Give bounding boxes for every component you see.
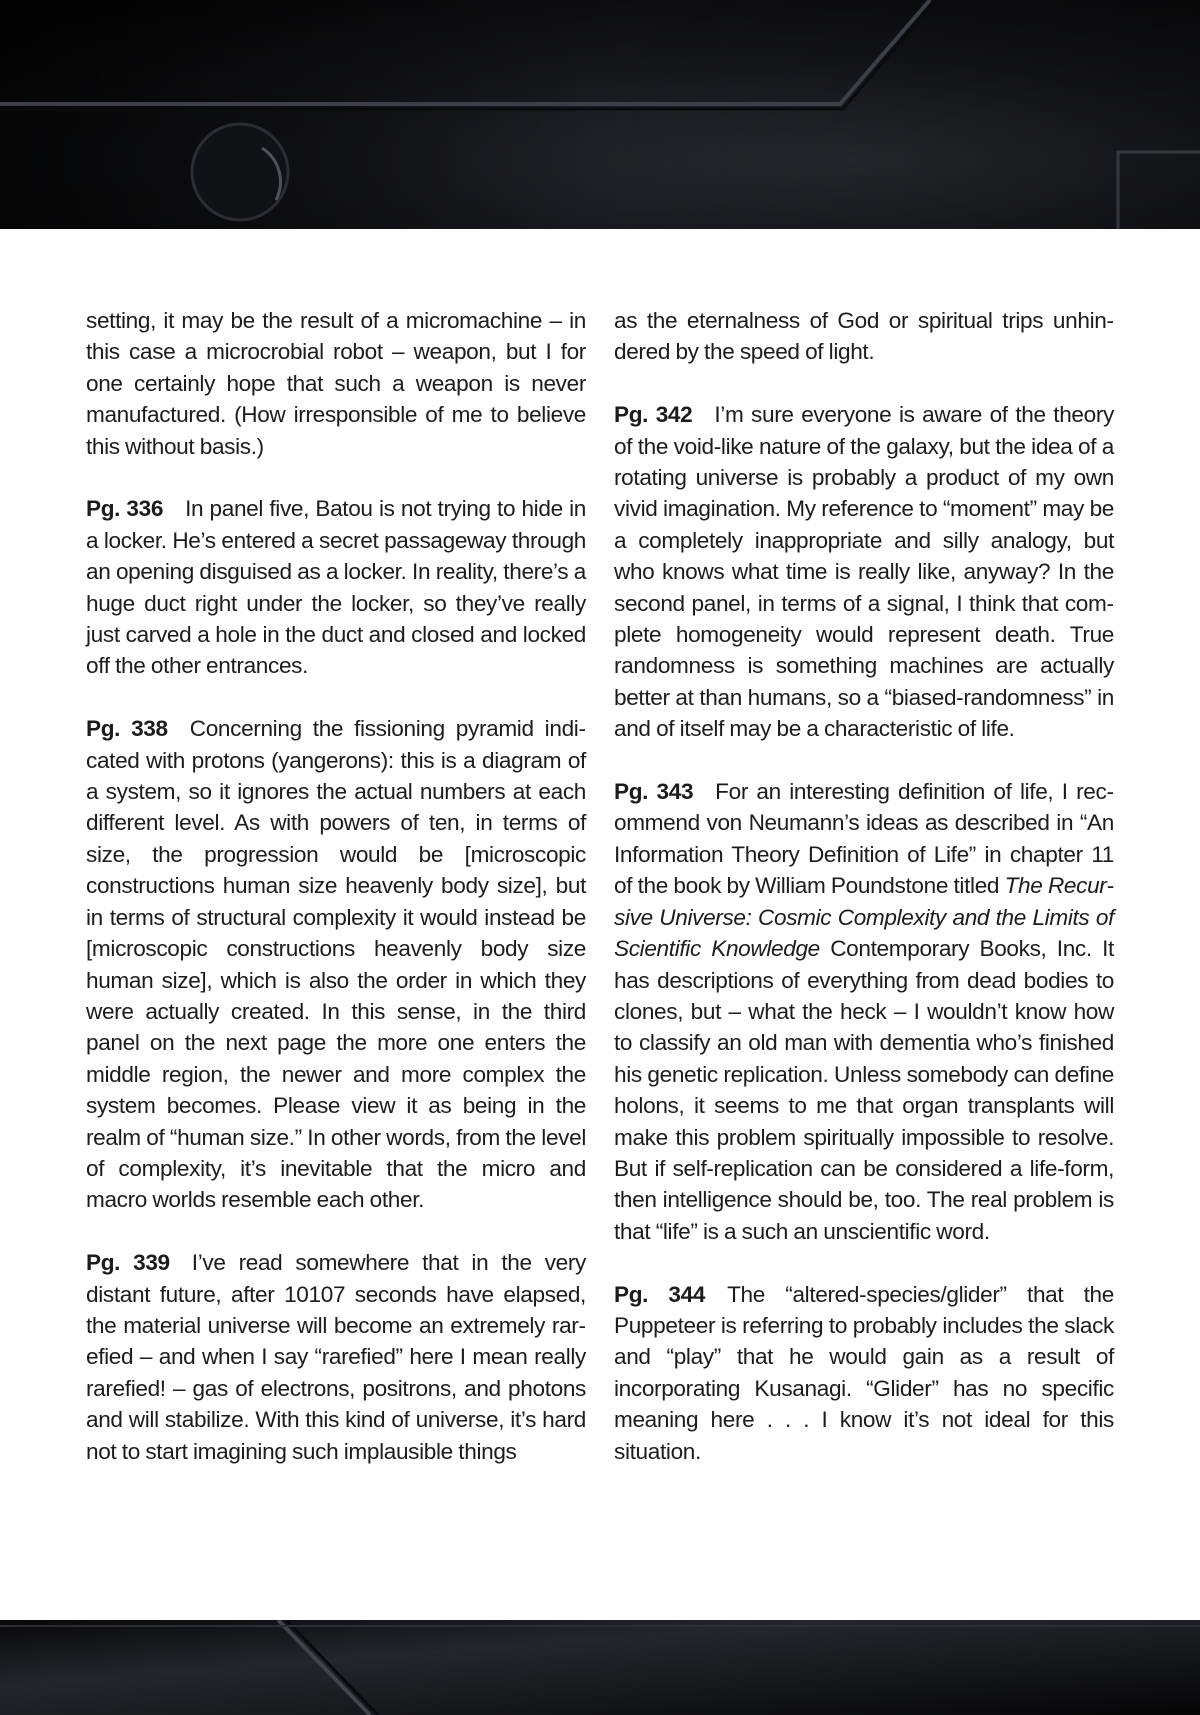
note-pg-343 <box>614 776 1114 1247</box>
page-reference: Pg. 339 <box>86 1250 170 1276</box>
note-text: The “altered-species/glider” that the Puppeteer is referring to probably includes the slack and “play” that he would gain as a result of incorporating Kusanagi. “Glider” has no specific meaning here . . . I know it’s not ideal for this situation. <box>614 1281 1114 1464</box>
note-text: I’m sure everyone is aware of the theory of the void-like nature of the galaxy, but the idea of a rotating universe is probably a product of my own vivid imagination. My reference to “moment” may be a completely inappropriate and silly analogy, but who knows what time is really like, anyway? In the second panel, in terms of a signal, I think that complete homogeneity would represent death. True randomness is something machines are actually better at than humans, so a “biased-randomness” in and of itself may be a characteristic of life. <box>614 402 1114 742</box>
top-decorative-band <box>0 0 1200 229</box>
book-title: The Recursive Universe: Cosmic Complexity and the Limits of Scientific Knowledge <box>614 873 1114 962</box>
panel-graphic <box>0 1620 1200 1715</box>
note-text: Concerning the fissioning pyramid indicated with protons (yangerons): this is a diagram of a system, so it ignores the actual numbers at each different level. As with powers of ten, in terms of size, the progression would be [microscopic constructions human size heavenly body size], but in terms of structural complexity it would instead be [microscopic constructions heavenly body size human size], which is also the order in which they were actually created. In this sense, in the third panel on the next page the more one enters the middle region, the newer and more complex the system becomes. Please view it as being in the realm of “human size.” In other words, from the level of complexity, it’s inevitable that the micro and macro worlds resemble each other. <box>86 716 586 1213</box>
continuation-paragraph <box>86 305 586 462</box>
continuation-paragraph <box>614 305 1114 368</box>
bottom-decorative-band <box>0 1620 1200 1715</box>
page-reference: Pg. 338 <box>86 716 168 742</box>
note-pg-339 <box>86 1247 586 1467</box>
bolt-circle <box>192 124 288 220</box>
note-text: In panel five, Batou is not trying to hide in a locker. He’s entered a secret passageway through an opening disguised as a locker. In reality, there’s a huge duct right under the locker, so they’ve really just carved a hole in the duct and closed and locked off the other entrances. <box>86 496 586 679</box>
paragraph-text: setting, it may be the result of a micromachine – in this case a microcrobial robot – weapon, but I for one certainly hope that such a weapon is never manufactured. (How irresponsible of me to believe this without basis.) <box>86 308 586 459</box>
right-text-column <box>614 305 1114 1498</box>
page-reference: Pg. 342 <box>614 402 693 428</box>
note-pg-336 <box>86 493 586 681</box>
note-text: For an interesting definition of life, I recommend von Neumann’s ideas as described in “An Information Theory Definition of Life” in chapter 11 of the book by William Poundstone titled <box>614 779 1114 899</box>
paragraph-text: as the eternalness of God or spiritual trips unhindered by the speed of light. <box>614 308 1114 365</box>
panel-graphic <box>0 0 1200 229</box>
page-reference: Pg. 343 <box>614 779 694 805</box>
note-pg-342 <box>614 399 1114 744</box>
note-pg-344 <box>614 1279 1114 1467</box>
left-text-column <box>86 305 586 1498</box>
note-pg-338 <box>86 713 586 1216</box>
note-text: I’ve read somewhere that in the very distant future, after 10107 seconds have elapsed, the material universe will become an extremely rarefied – and when I say “rarefied” here I mean really rarefied! – gas of electrons, positrons, and photons and will stabilize. With this kind of universe, it’s hard not to start imagining such implausible things <box>86 1250 586 1464</box>
note-text-continued: Contemporary Books, Inc. It has descriptions of everything from dead bodies to clones, but – what the heck – I wouldn’t know how to classify an old man with dementia who’s finished his genetic replication. Unless somebody can define holons, it seems to me that organ transplants will make this problem spiritually impossible to resolve. But if self-replication can be considered a life-form, then intelligence should be, too. The real problem is that “life” is a such an unscientific word. <box>614 936 1114 1244</box>
page-reference: Pg. 336 <box>86 496 164 522</box>
page-reference: Pg. 344 <box>614 1281 706 1307</box>
